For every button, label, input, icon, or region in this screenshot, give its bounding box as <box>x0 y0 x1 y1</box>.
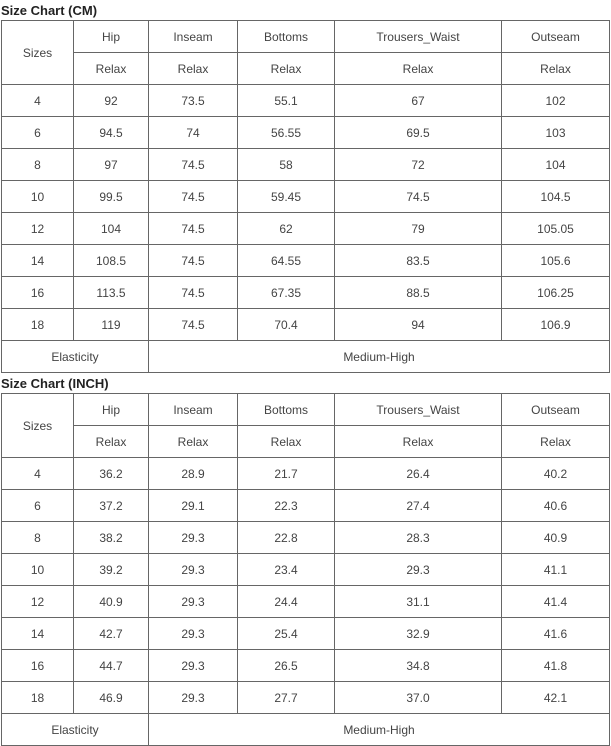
size-cell: 14 <box>2 245 74 277</box>
table-cell: 40.2 <box>502 458 610 490</box>
table-cell: 27.4 <box>335 490 502 522</box>
table-row <box>2 554 610 586</box>
table-cell: 104 <box>502 149 610 181</box>
subheader-row <box>2 53 610 85</box>
table-row <box>2 458 610 490</box>
header-row <box>2 394 610 426</box>
fit-subheader: Relax <box>238 426 335 458</box>
table-row <box>2 277 610 309</box>
header-row <box>2 21 610 53</box>
size-cell: 4 <box>2 458 74 490</box>
table-cell: 67 <box>335 85 502 117</box>
table-cell: 105.6 <box>502 245 610 277</box>
table-cell: 23.4 <box>238 554 335 586</box>
table-cell: 28.3 <box>335 522 502 554</box>
fit-subheader: Relax <box>149 53 238 85</box>
column-header: Hip <box>74 394 149 426</box>
table-cell: 29.3 <box>149 682 238 714</box>
size-cell: 16 <box>2 277 74 309</box>
table-cell: 119 <box>74 309 149 341</box>
table-cell: 29.3 <box>335 554 502 586</box>
table-cell: 94.5 <box>74 117 149 149</box>
table-cell: 37.0 <box>335 682 502 714</box>
elasticity-row <box>2 714 610 746</box>
table-cell: 58 <box>238 149 335 181</box>
size-cell: 10 <box>2 554 74 586</box>
table-cell: 74.5 <box>149 149 238 181</box>
table-cell: 38.2 <box>74 522 149 554</box>
table-cell: 27.7 <box>238 682 335 714</box>
fit-subheader: Relax <box>149 426 238 458</box>
table-cell: 70.4 <box>238 309 335 341</box>
table-cell: 29.3 <box>149 554 238 586</box>
table-cell: 73.5 <box>149 85 238 117</box>
table-cell: 36.2 <box>74 458 149 490</box>
table-cell: 74.5 <box>149 245 238 277</box>
table-cell: 46.9 <box>74 682 149 714</box>
table-cell: 74.5 <box>335 181 502 213</box>
table-cell: 72 <box>335 149 502 181</box>
table-cell: 32.9 <box>335 618 502 650</box>
size-cell: 6 <box>2 117 74 149</box>
table-cell: 44.7 <box>74 650 149 682</box>
table-cell: 105.05 <box>502 213 610 245</box>
fit-subheader: Relax <box>335 426 502 458</box>
table-cell: 74.5 <box>149 277 238 309</box>
table-cell: 41.8 <box>502 650 610 682</box>
table-cell: 99.5 <box>74 181 149 213</box>
table-cell: 25.4 <box>238 618 335 650</box>
table-cell: 83.5 <box>335 245 502 277</box>
table-cell: 59.45 <box>238 181 335 213</box>
table-cell: 29.1 <box>149 490 238 522</box>
table-cell: 24.4 <box>238 586 335 618</box>
table-cell: 102 <box>502 85 610 117</box>
column-header: Hip <box>74 21 149 53</box>
elasticity-label: Elasticity <box>2 714 149 746</box>
table-cell: 42.7 <box>74 618 149 650</box>
subheader-row <box>2 426 610 458</box>
table-cell: 26.5 <box>238 650 335 682</box>
table-cell: 40.9 <box>74 586 149 618</box>
table-cell: 29.3 <box>149 586 238 618</box>
table-cell: 40.6 <box>502 490 610 522</box>
table-cell: 74.5 <box>149 213 238 245</box>
table-cell: 62 <box>238 213 335 245</box>
table-cell: 22.3 <box>238 490 335 522</box>
size-cell: 16 <box>2 650 74 682</box>
table-row <box>2 490 610 522</box>
table-row <box>2 682 610 714</box>
column-header: Inseam <box>149 394 238 426</box>
table-cell: 41.6 <box>502 618 610 650</box>
fit-subheader: Relax <box>74 53 149 85</box>
size-cell: 18 <box>2 309 74 341</box>
table-cell: 34.8 <box>335 650 502 682</box>
elasticity-row <box>2 341 610 373</box>
fit-subheader: Relax <box>502 53 610 85</box>
table-cell: 29.3 <box>149 618 238 650</box>
table-cell: 40.9 <box>502 522 610 554</box>
fit-subheader: Relax <box>238 53 335 85</box>
table-cell: 39.2 <box>74 554 149 586</box>
table-cell: 104 <box>74 213 149 245</box>
table-cell: 31.1 <box>335 586 502 618</box>
table-cell: 29.3 <box>149 650 238 682</box>
table-row <box>2 213 610 245</box>
size-cell: 18 <box>2 682 74 714</box>
table-cell: 55.1 <box>238 85 335 117</box>
table-cell: 97 <box>74 149 149 181</box>
table-cell: 113.5 <box>74 277 149 309</box>
column-header: Outseam <box>502 394 610 426</box>
table-row <box>2 149 610 181</box>
table-cell: 64.55 <box>238 245 335 277</box>
section-title: Size Chart (INCH) <box>1 376 109 391</box>
fit-subheader: Relax <box>74 426 149 458</box>
table-row <box>2 586 610 618</box>
size-chart-inch <box>0 373 611 746</box>
sizes-header: Sizes <box>2 394 74 458</box>
size-cell: 10 <box>2 181 74 213</box>
size-table <box>1 393 610 746</box>
table-cell: 79 <box>335 213 502 245</box>
table-cell: 69.5 <box>335 117 502 149</box>
table-cell: 74 <box>149 117 238 149</box>
sizes-header: Sizes <box>2 21 74 85</box>
section-title: Size Chart (CM) <box>1 3 98 18</box>
size-cell: 8 <box>2 522 74 554</box>
size-cell: 14 <box>2 618 74 650</box>
table-cell: 29.3 <box>149 522 238 554</box>
fit-subheader: Relax <box>502 426 610 458</box>
table-cell: 94 <box>335 309 502 341</box>
table-cell: 28.9 <box>149 458 238 490</box>
elasticity-label: Elasticity <box>2 341 149 373</box>
table-row <box>2 117 610 149</box>
table-cell: 92 <box>74 85 149 117</box>
table-cell: 41.1 <box>502 554 610 586</box>
table-cell: 42.1 <box>502 682 610 714</box>
table-cell: 26.4 <box>335 458 502 490</box>
size-cell: 8 <box>2 149 74 181</box>
table-cell: 108.5 <box>74 245 149 277</box>
column-header: Outseam <box>502 21 610 53</box>
table-row <box>2 618 610 650</box>
elasticity-value: Medium-High <box>149 341 610 373</box>
table-cell: 67.35 <box>238 277 335 309</box>
elasticity-value: Medium-High <box>149 714 610 746</box>
table-cell: 37.2 <box>74 490 149 522</box>
table-cell: 41.4 <box>502 586 610 618</box>
size-cell: 12 <box>2 213 74 245</box>
column-header: Bottoms <box>238 394 335 426</box>
table-cell: 88.5 <box>335 277 502 309</box>
column-header: Inseam <box>149 21 238 53</box>
table-row <box>2 245 610 277</box>
fit-subheader: Relax <box>335 53 502 85</box>
table-row <box>2 181 610 213</box>
column-header: Bottoms <box>238 21 335 53</box>
size-cell: 12 <box>2 586 74 618</box>
column-header: Trousers_Waist <box>335 394 502 426</box>
table-row <box>2 85 610 117</box>
table-cell: 104.5 <box>502 181 610 213</box>
column-header: Trousers_Waist <box>335 21 502 53</box>
size-cell: 4 <box>2 85 74 117</box>
table-cell: 22.8 <box>238 522 335 554</box>
table-row <box>2 309 610 341</box>
table-row <box>2 522 610 554</box>
table-cell: 106.9 <box>502 309 610 341</box>
table-cell: 21.7 <box>238 458 335 490</box>
table-cell: 106.25 <box>502 277 610 309</box>
table-cell: 56.55 <box>238 117 335 149</box>
size-table <box>1 20 610 373</box>
table-row <box>2 650 610 682</box>
table-cell: 74.5 <box>149 181 238 213</box>
size-cell: 6 <box>2 490 74 522</box>
table-cell: 103 <box>502 117 610 149</box>
table-cell: 74.5 <box>149 309 238 341</box>
